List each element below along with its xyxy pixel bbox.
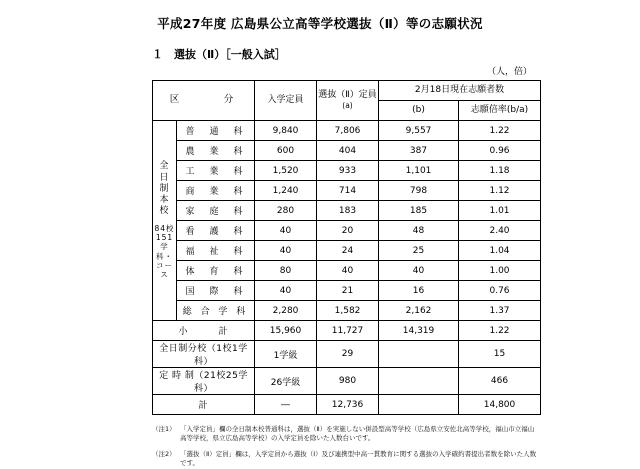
bunko-senbatsu: 29: [317, 341, 379, 368]
row-shigansha: 16: [379, 281, 459, 301]
row-nyugaku: 40: [255, 281, 317, 301]
group-label-line-3: 本: [159, 195, 170, 205]
row-shigansha: 185: [379, 201, 459, 221]
subtotal-nyugaku: 15,960: [255, 321, 317, 341]
footnote-2-tag: （注2）: [152, 449, 176, 458]
teijisei-bairitsu: 466: [459, 368, 541, 395]
row-nyugaku: 80: [255, 261, 317, 281]
applicant-status-table: [152, 80, 541, 415]
group-sub-line-2: 学科・: [156, 242, 173, 261]
row-nyugaku: 9,840: [255, 121, 317, 141]
row-bairitsu: 1.18: [459, 161, 541, 181]
header-shigansha-b: (b): [379, 101, 459, 121]
table-row: [153, 281, 541, 301]
group-label-line-2: 制: [159, 183, 170, 194]
header-bairitsu: 志願倍率(b/a): [459, 101, 541, 121]
row-senbatsu: 40: [317, 261, 379, 281]
row-nyugaku: 280: [255, 201, 317, 221]
row-bairitsu: 0.96: [459, 141, 541, 161]
total-row: [153, 395, 541, 415]
subtotal-label: 小 計: [153, 321, 255, 341]
header-nyugaku-teiin: 入学定員: [255, 81, 317, 121]
row-shigansha: 1,101: [379, 161, 459, 181]
bunko-row: [153, 341, 541, 368]
table-row: [153, 301, 541, 321]
row-senbatsu: 24: [317, 241, 379, 261]
header-senbatsu-teiin-label: 選抜（Ⅱ）定員: [318, 90, 377, 101]
row-nyugaku: 2,280: [255, 301, 317, 321]
teijisei-senbatsu: 980: [317, 368, 379, 395]
row-senbatsu: 20: [317, 221, 379, 241]
row-name: 体 育 科: [177, 261, 255, 281]
row-shigansha: 25: [379, 241, 459, 261]
row-name: 国 際 科: [177, 281, 255, 301]
bunko-nyugaku: 1学級: [255, 341, 317, 368]
group-label-line-1: 日: [159, 172, 170, 183]
group-sub-line-3: コース: [156, 261, 173, 280]
table-row: [153, 201, 541, 221]
footnote-1-text: 「入学定員」欄の全日制本校普通科は，選抜（Ⅱ）を実施しない併設型高等学校（広島県立安佐北高等学校，福山市立福山高等学校，県立広島高等学校）の入学定員を除いた人数台いです。: [180, 425, 535, 443]
footnote-2: [152, 450, 540, 469]
row-shigansha: 387: [379, 141, 459, 161]
row-shigansha: 40: [379, 261, 459, 281]
group-label-line-4: 校: [159, 206, 170, 217]
section-heading: １ 選抜（Ⅱ）［一般入試］: [152, 48, 286, 61]
row-nyugaku: 1,520: [255, 161, 317, 181]
total-label: 計: [153, 395, 255, 415]
subtotal-senbatsu: 11,727: [317, 321, 379, 341]
row-nyugaku: 600: [255, 141, 317, 161]
teijisei-shigansha: [379, 368, 459, 395]
table-row: [153, 181, 541, 201]
row-shigansha: 2,162: [379, 301, 459, 321]
group-label-line-0: 全: [159, 161, 170, 172]
unit-note: （人，倍）: [486, 67, 532, 77]
footnotes: [152, 425, 540, 469]
header-kubun: 区 分: [153, 81, 255, 121]
total-bairitsu: 14,800: [459, 395, 541, 415]
document-page: [0, 14, 640, 468]
footnote-1-tag: （注1）: [152, 425, 176, 433]
row-senbatsu: 404: [317, 141, 379, 161]
row-shigansha: 48: [379, 221, 459, 241]
total-senbatsu: 12,736: [317, 395, 379, 415]
bunko-shigansha: [379, 341, 459, 368]
table-header-row: [153, 81, 541, 101]
row-name: 看 護 科: [177, 221, 255, 241]
group-sub-line-0: 84校: [154, 223, 175, 233]
group-sub-line-1: 151: [155, 232, 174, 242]
row-senbatsu: 933: [317, 161, 379, 181]
row-bairitsu: 1.04: [459, 241, 541, 261]
row-bairitsu: 2.40: [459, 221, 541, 241]
subtotal-bairitsu: 1.22: [459, 321, 541, 341]
table-row: [153, 161, 541, 181]
header-senbatsu-teiin-sub: (a): [342, 100, 353, 110]
teijisei-nyugaku: 26学級: [255, 368, 317, 395]
row-senbatsu: 714: [317, 181, 379, 201]
row-senbatsu: 1,582: [317, 301, 379, 321]
bunko-bairitsu: 15: [459, 341, 541, 368]
row-bairitsu: 1.00: [459, 261, 541, 281]
row-name: 総 合 学 科: [177, 301, 255, 321]
footnote-2-text: 「選抜（Ⅱ）定員」欄は，入学定員から選抜（Ⅰ）及び連携型中高一貫教育に関する選抜の入学確約書提出者数を除いた人数です。: [180, 449, 537, 468]
row-senbatsu: 183: [317, 201, 379, 221]
row-bairitsu: 0.76: [459, 281, 541, 301]
row-nyugaku: 40: [255, 241, 317, 261]
total-shigansha: [379, 395, 459, 415]
row-name: 農 業 科: [177, 141, 255, 161]
table-row: [153, 261, 541, 281]
header-shigansha: 2月18日現在志願者数: [379, 81, 541, 101]
row-name: 工 業 科: [177, 161, 255, 181]
teijisei-label: 定 時 制（21校25学科）: [153, 368, 255, 395]
row-name: 商 業 科: [177, 181, 255, 201]
row-bairitsu: 1.22: [459, 121, 541, 141]
subtotal-shigansha: 14,319: [379, 321, 459, 341]
teijisei-row: [153, 368, 541, 395]
header-senbatsu-teiin: [317, 81, 379, 121]
row-name: 家 庭 科: [177, 201, 255, 221]
footnote-1: [152, 425, 540, 444]
row-name: 普 通 科: [177, 121, 255, 141]
row-senbatsu: 7,806: [317, 121, 379, 141]
row-nyugaku: 1,240: [255, 181, 317, 201]
table-row: [153, 241, 541, 261]
page-title: 平成27年度 広島県公立高等学校選抜（Ⅱ）等の志願状況: [157, 16, 483, 31]
row-bairitsu: 1.01: [459, 201, 541, 221]
group-label-zennichisei: [153, 121, 177, 321]
total-nyugaku: ―: [255, 395, 317, 415]
subtotal-row: [153, 321, 541, 341]
table-row: [153, 121, 541, 141]
table-row: [153, 141, 541, 161]
table-row: [153, 221, 541, 241]
row-shigansha: 9,557: [379, 121, 459, 141]
row-shigansha: 798: [379, 181, 459, 201]
bunko-label: 全日制分校（1校1学科）: [153, 341, 255, 368]
row-bairitsu: 1.12: [459, 181, 541, 201]
row-name: 福 祉 科: [177, 241, 255, 261]
row-bairitsu: 1.37: [459, 301, 541, 321]
row-nyugaku: 40: [255, 221, 317, 241]
row-senbatsu: 21: [317, 281, 379, 301]
